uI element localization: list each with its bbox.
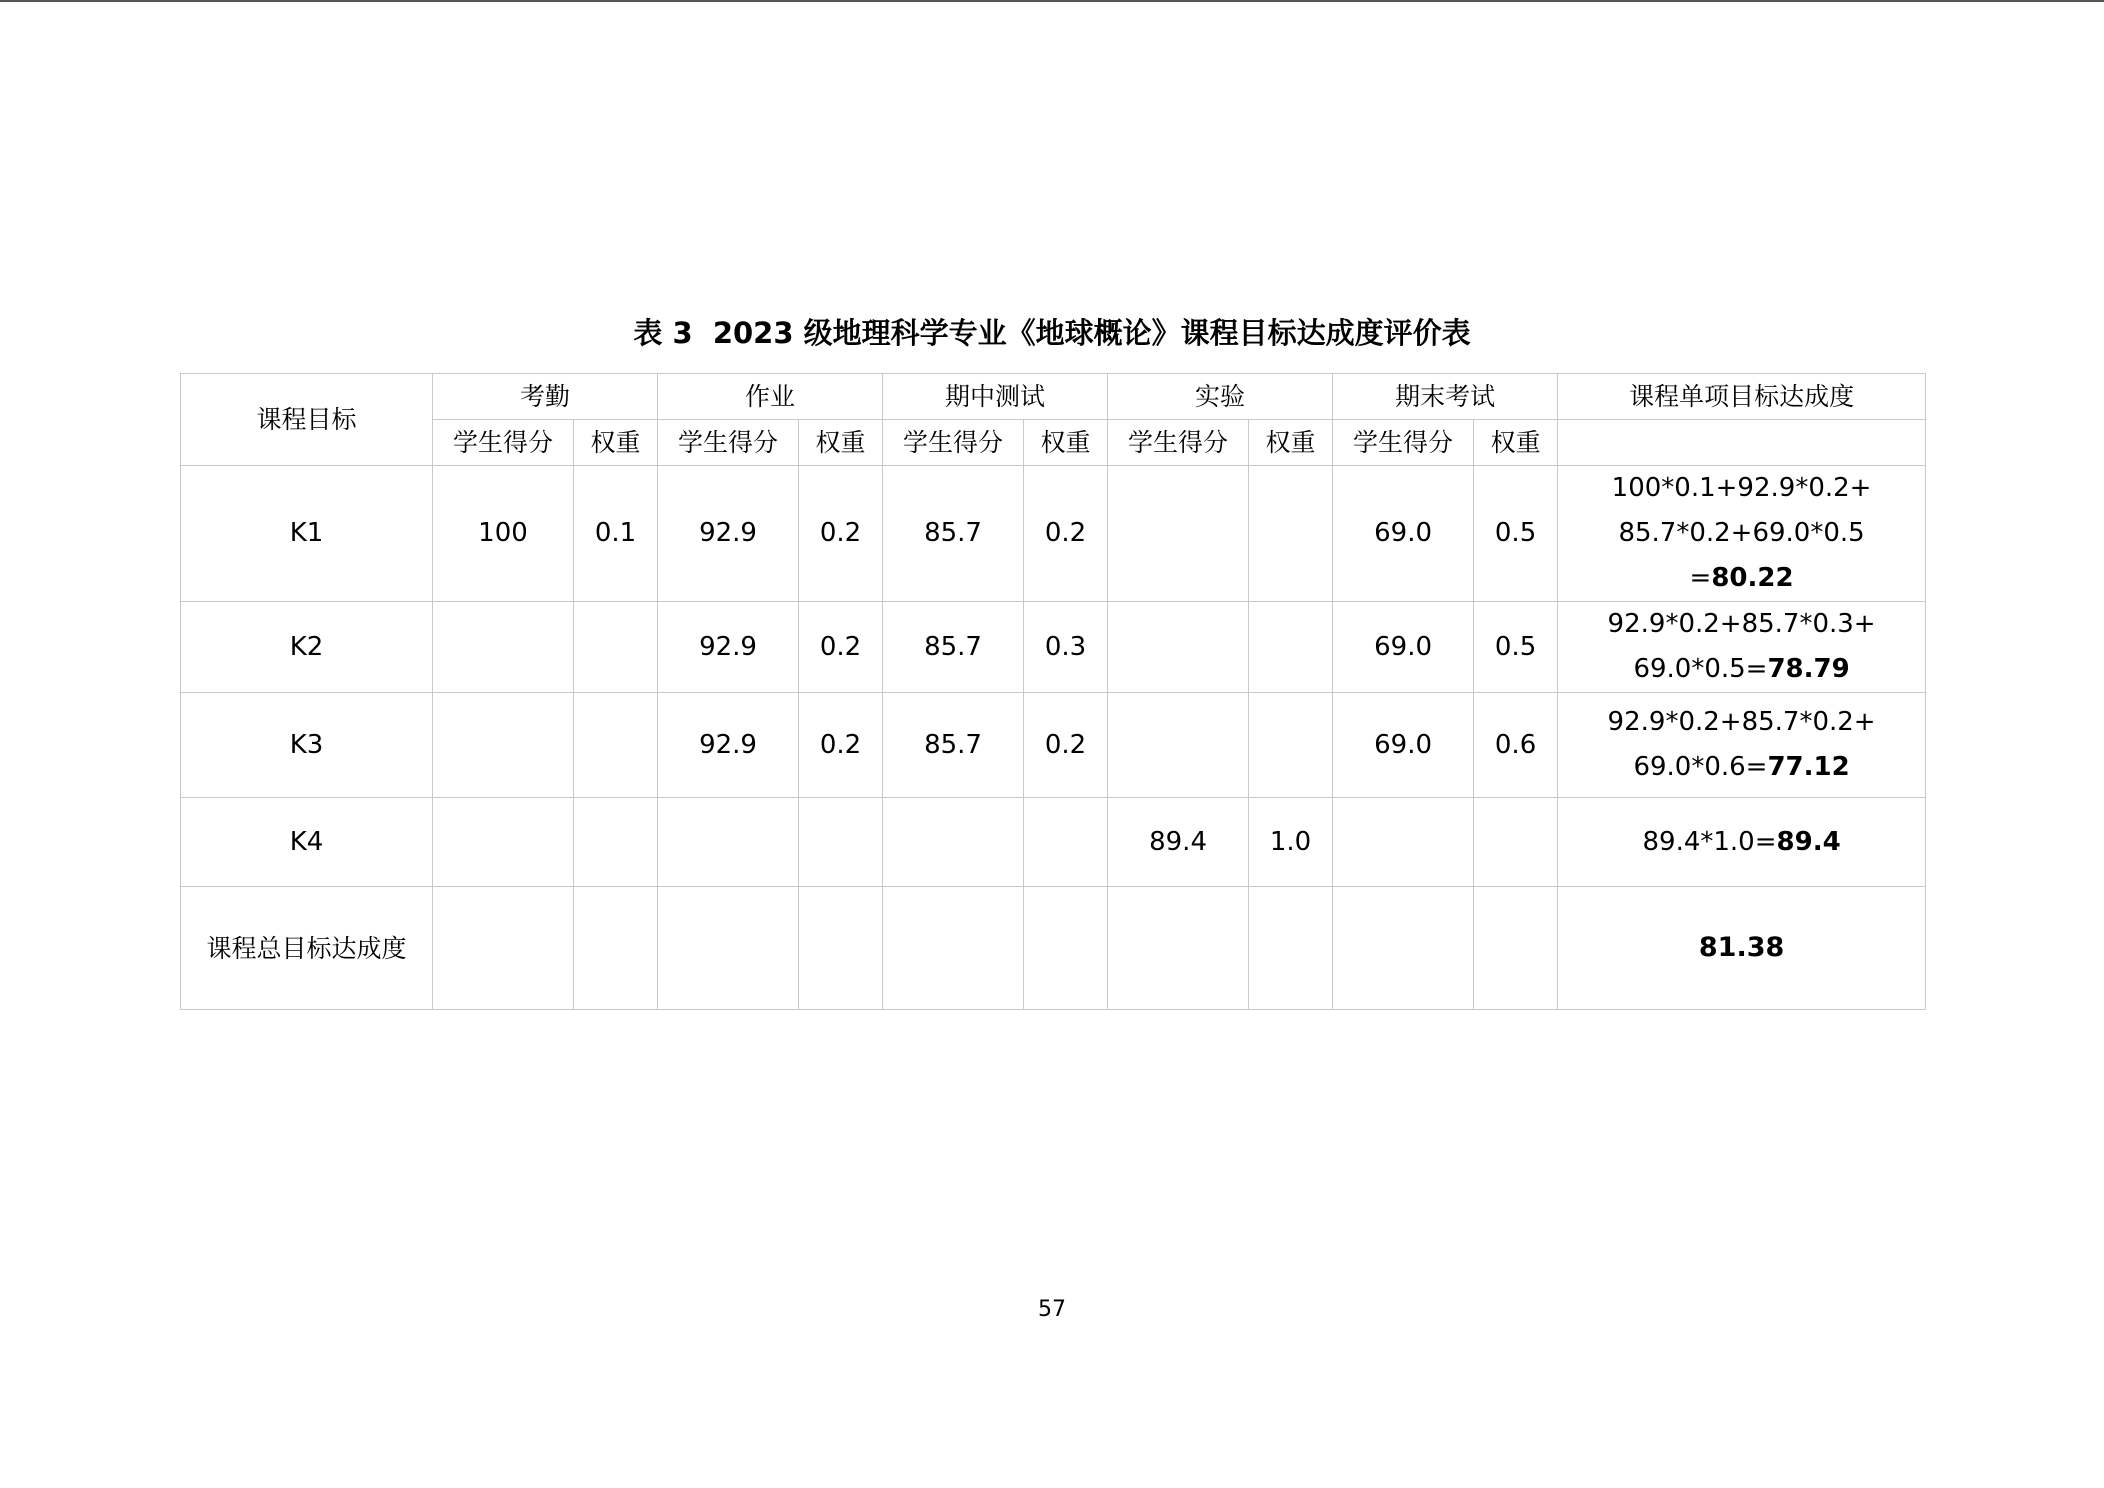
page-top-border <box>0 0 2104 2</box>
header-row-groups <box>181 374 1926 420</box>
attainment-formula-cell <box>1558 798 1926 887</box>
attendance-weight-cell <box>574 693 658 798</box>
table-title: 表 3 2023 级地理科学专业《地球概论》课程目标达成度评价表 <box>633 316 1471 350</box>
table-row-k4 <box>181 798 1926 887</box>
midterm-weight-cell: 0.2 <box>1024 466 1108 602</box>
empty-cell <box>799 887 883 1010</box>
final-score-cell: 69.0 <box>1333 602 1474 693</box>
formula-result: 78.79 <box>1767 654 1850 684</box>
homework-score-cell: 92.9 <box>658 466 799 602</box>
attendance-score-cell <box>433 602 574 693</box>
experiment-score-cell <box>1108 466 1249 602</box>
empty-cell <box>883 887 1024 1010</box>
attendance-weight-cell: 0.1 <box>574 466 658 602</box>
formula-line: 92.9*0.2+85.7*0.3+ <box>1607 609 1876 639</box>
midterm-score-cell: 85.7 <box>883 602 1024 693</box>
experiment-score-cell <box>1108 602 1249 693</box>
objective-cell: K2 <box>181 602 433 693</box>
header-group-final: 期末考试 <box>1333 374 1558 420</box>
midterm-score-cell: 85.7 <box>883 466 1024 602</box>
homework-score-cell <box>658 798 799 887</box>
formula-result: 77.12 <box>1767 752 1850 782</box>
attendance-weight-cell <box>574 602 658 693</box>
table-row-k1 <box>181 466 1926 602</box>
header-weight-final: 权重 <box>1474 420 1558 466</box>
homework-weight-cell: 0.2 <box>799 602 883 693</box>
header-score-experiment: 学生得分 <box>1108 420 1249 466</box>
attainment-formula-cell <box>1558 693 1926 798</box>
formula-prefix: 69.0*0.5= <box>1633 654 1768 684</box>
header-course-objective: 课程目标 <box>181 374 433 466</box>
header-score-attendance: 学生得分 <box>433 420 574 466</box>
formula-result: 80.22 <box>1711 563 1794 593</box>
total-value: 81.38 <box>1698 932 1785 963</box>
homework-score-cell: 92.9 <box>658 602 799 693</box>
total-value-cell <box>1558 887 1926 1010</box>
empty-cell <box>1474 887 1558 1010</box>
experiment-weight-cell <box>1249 693 1333 798</box>
header-group-experiment: 实验 <box>1108 374 1333 420</box>
attendance-score-cell <box>433 798 574 887</box>
final-score-cell <box>1333 798 1474 887</box>
experiment-score-cell: 89.4 <box>1108 798 1249 887</box>
header-row-subcolumns <box>181 420 1926 466</box>
formula-prefix: 89.4*1.0= <box>1642 826 1777 857</box>
header-weight-experiment: 权重 <box>1249 420 1333 466</box>
midterm-weight-cell <box>1024 798 1108 887</box>
objective-cell: K1 <box>181 466 433 602</box>
final-score-cell: 69.0 <box>1333 466 1474 602</box>
final-score-cell: 69.0 <box>1333 693 1474 798</box>
attainment-formula-cell <box>1558 602 1926 693</box>
experiment-score-cell <box>1108 693 1249 798</box>
midterm-weight-cell: 0.2 <box>1024 693 1108 798</box>
header-group-attendance: 考勤 <box>433 374 658 420</box>
attendance-score-cell <box>433 693 574 798</box>
table-row-total <box>181 887 1926 1010</box>
empty-cell <box>1108 887 1249 1010</box>
page-number: 57 <box>1038 1297 1066 1322</box>
experiment-weight-cell <box>1249 466 1333 602</box>
header-single-attainment: 课程单项目标达成度 <box>1558 374 1926 420</box>
formula-line <box>1558 556 1925 601</box>
attainment-formula-cell <box>1558 466 1926 602</box>
homework-weight-cell: 0.2 <box>799 466 883 602</box>
table-row-k2 <box>181 602 1926 693</box>
formula-line: 85.7*0.2+69.0*0.5 <box>1618 518 1865 548</box>
experiment-weight-cell: 1.0 <box>1249 798 1333 887</box>
objective-cell: K3 <box>181 693 433 798</box>
formula-line: 92.9*0.2+85.7*0.2+ <box>1607 707 1876 737</box>
empty-cell <box>574 887 658 1010</box>
table-row-k3 <box>181 693 1926 798</box>
attendance-weight-cell <box>574 798 658 887</box>
header-weight-homework: 权重 <box>799 420 883 466</box>
homework-score-cell: 92.9 <box>658 693 799 798</box>
empty-cell <box>1024 887 1108 1010</box>
final-weight-cell: 0.5 <box>1474 466 1558 602</box>
midterm-score-cell: 85.7 <box>883 693 1024 798</box>
attendance-score-cell: 100 <box>433 466 574 602</box>
formula-prefix: = <box>1689 563 1712 593</box>
final-weight-cell: 0.6 <box>1474 693 1558 798</box>
formula-line <box>1558 647 1925 692</box>
midterm-score-cell <box>883 798 1024 887</box>
empty-cell <box>1249 887 1333 1010</box>
header-score-midterm: 学生得分 <box>883 420 1024 466</box>
final-weight-cell: 0.5 <box>1474 602 1558 693</box>
attainment-table <box>180 373 1926 1010</box>
formula-prefix: 69.0*0.6= <box>1633 752 1768 782</box>
formula-line <box>1558 745 1925 790</box>
objective-cell: K4 <box>181 798 433 887</box>
homework-weight-cell <box>799 798 883 887</box>
header-group-midterm: 期中测试 <box>883 374 1108 420</box>
empty-cell <box>658 887 799 1010</box>
final-weight-cell <box>1474 798 1558 887</box>
header-score-final: 学生得分 <box>1333 420 1474 466</box>
total-label-cell: 课程总目标达成度 <box>181 887 433 1010</box>
header-group-homework: 作业 <box>658 374 883 420</box>
header-empty-cell <box>1558 420 1926 466</box>
experiment-weight-cell <box>1249 602 1333 693</box>
header-score-homework: 学生得分 <box>658 420 799 466</box>
midterm-weight-cell: 0.3 <box>1024 602 1108 693</box>
homework-weight-cell: 0.2 <box>799 693 883 798</box>
header-weight-attendance: 权重 <box>574 420 658 466</box>
header-weight-midterm: 权重 <box>1024 420 1108 466</box>
empty-cell <box>433 887 574 1010</box>
formula-line: 100*0.1+92.9*0.2+ <box>1611 473 1872 503</box>
formula-result: 89.4 <box>1776 826 1841 857</box>
formula-line <box>1558 820 1925 865</box>
empty-cell <box>1333 887 1474 1010</box>
